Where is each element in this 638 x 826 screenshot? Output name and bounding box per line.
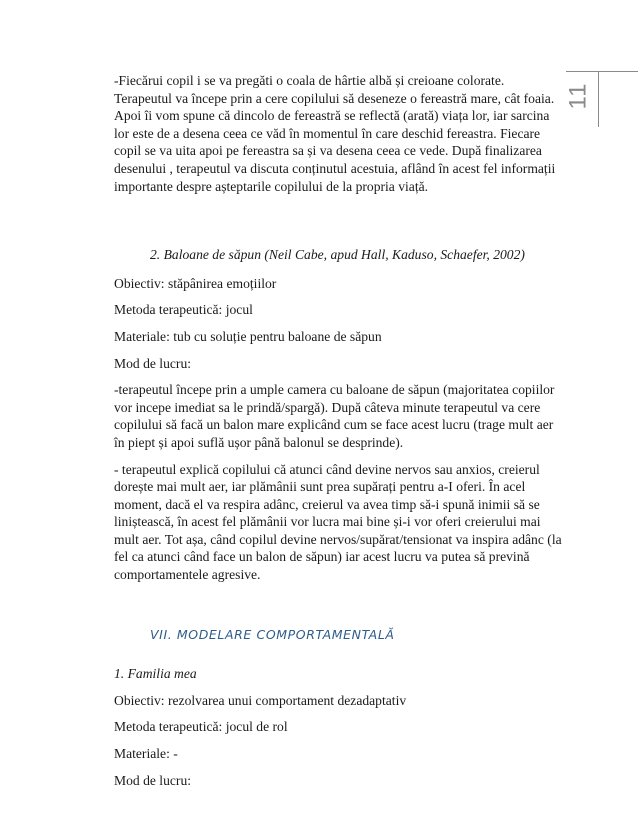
- header-rule-vertical: [598, 71, 599, 127]
- section-2-method: Metoda terapeutică: jocul: [114, 302, 253, 318]
- section-2-paragraph-1: -terapeutul începe prin a umple camera cu baloane de săpun (majoritatea copiilor vor incepe imediat sa le prindă/spargă). După câteva minute terapeutul va cere copilului să facă un balon mare explicând cum se face acest lucru (trage mult aer în piept și apoi suflă ușor până balonul se desprinde).: [114, 382, 555, 450]
- document-body: [114, 72, 564, 789]
- section-1-method: Metoda terapeutică: jocul de rol: [114, 719, 288, 735]
- section-1-materials: Materiale: -: [114, 746, 178, 762]
- section-2-procedure-label: Mod de lucru:: [114, 355, 192, 371]
- section-2-heading: 2. Baloane de săpun (Neil Cabe, apud Hall, Kaduso, Schaefer, 2002): [150, 247, 525, 263]
- section-2-paragraph-2: - terapeutul explică copilului că atunci când devine nervos sau anxios, creierul dorește mai mult aer, iar plămânii sunt prea supărați pentru a-I oferi. În acel moment, dacă el va respira adânc, creierul va avea timp să-i spună inimii să se liniștească, în acest fel plămânii vor lucra mai bine și-i vor oferi creierului mai mult aer. Tot așa, când copilul devine nervos/supărat/tensionat va inspira adânc (la fel ca atunci când face un balon de săpun) iar acest lucru va putea să prevină comportamentele agresive.: [114, 461, 562, 583]
- intro-paragraph: -Fiecărui copil i se va pregăti o coala de hârtie albă și creioane colorate. Terapeutul va începe prin a cere copilului să deseneze o fereastră mare, cât foaia. Apoi îi vom spune că dincolo de fereastră se reflectă (arată) viața lor, iar sarcina lor este de a desena ceea ce văd în momentul în care deschid fereastra. Fiecare copil se va uita apoi pe fereastra sa și va desena ceea ce vede. După finalizarea desenului , terapeutul va discuta conținutul acestuia, aflând în acest fel informații importante despre așteptarile copilului de la propria viață.: [114, 73, 556, 194]
- section-2-objective: Obiectiv: stăpânirea emoțiilor: [114, 275, 277, 291]
- section-1-procedure-label: Mod de lucru:: [114, 772, 192, 788]
- page-number-text: 11: [564, 82, 592, 110]
- section-1-objective: Obiectiv: rezolvarea unui comportament dezadaptativ: [114, 692, 407, 708]
- header-rule-horizontal: [566, 71, 638, 72]
- section-2-materials: Materiale: tub cu soluție pentru baloane de săpun: [114, 328, 382, 344]
- section-1-heading: 1. Familia mea: [114, 666, 197, 682]
- section-vii-title: VII. MODELARE COMPORTAMENTALĂ: [150, 626, 395, 642]
- page-number: [566, 76, 590, 116]
